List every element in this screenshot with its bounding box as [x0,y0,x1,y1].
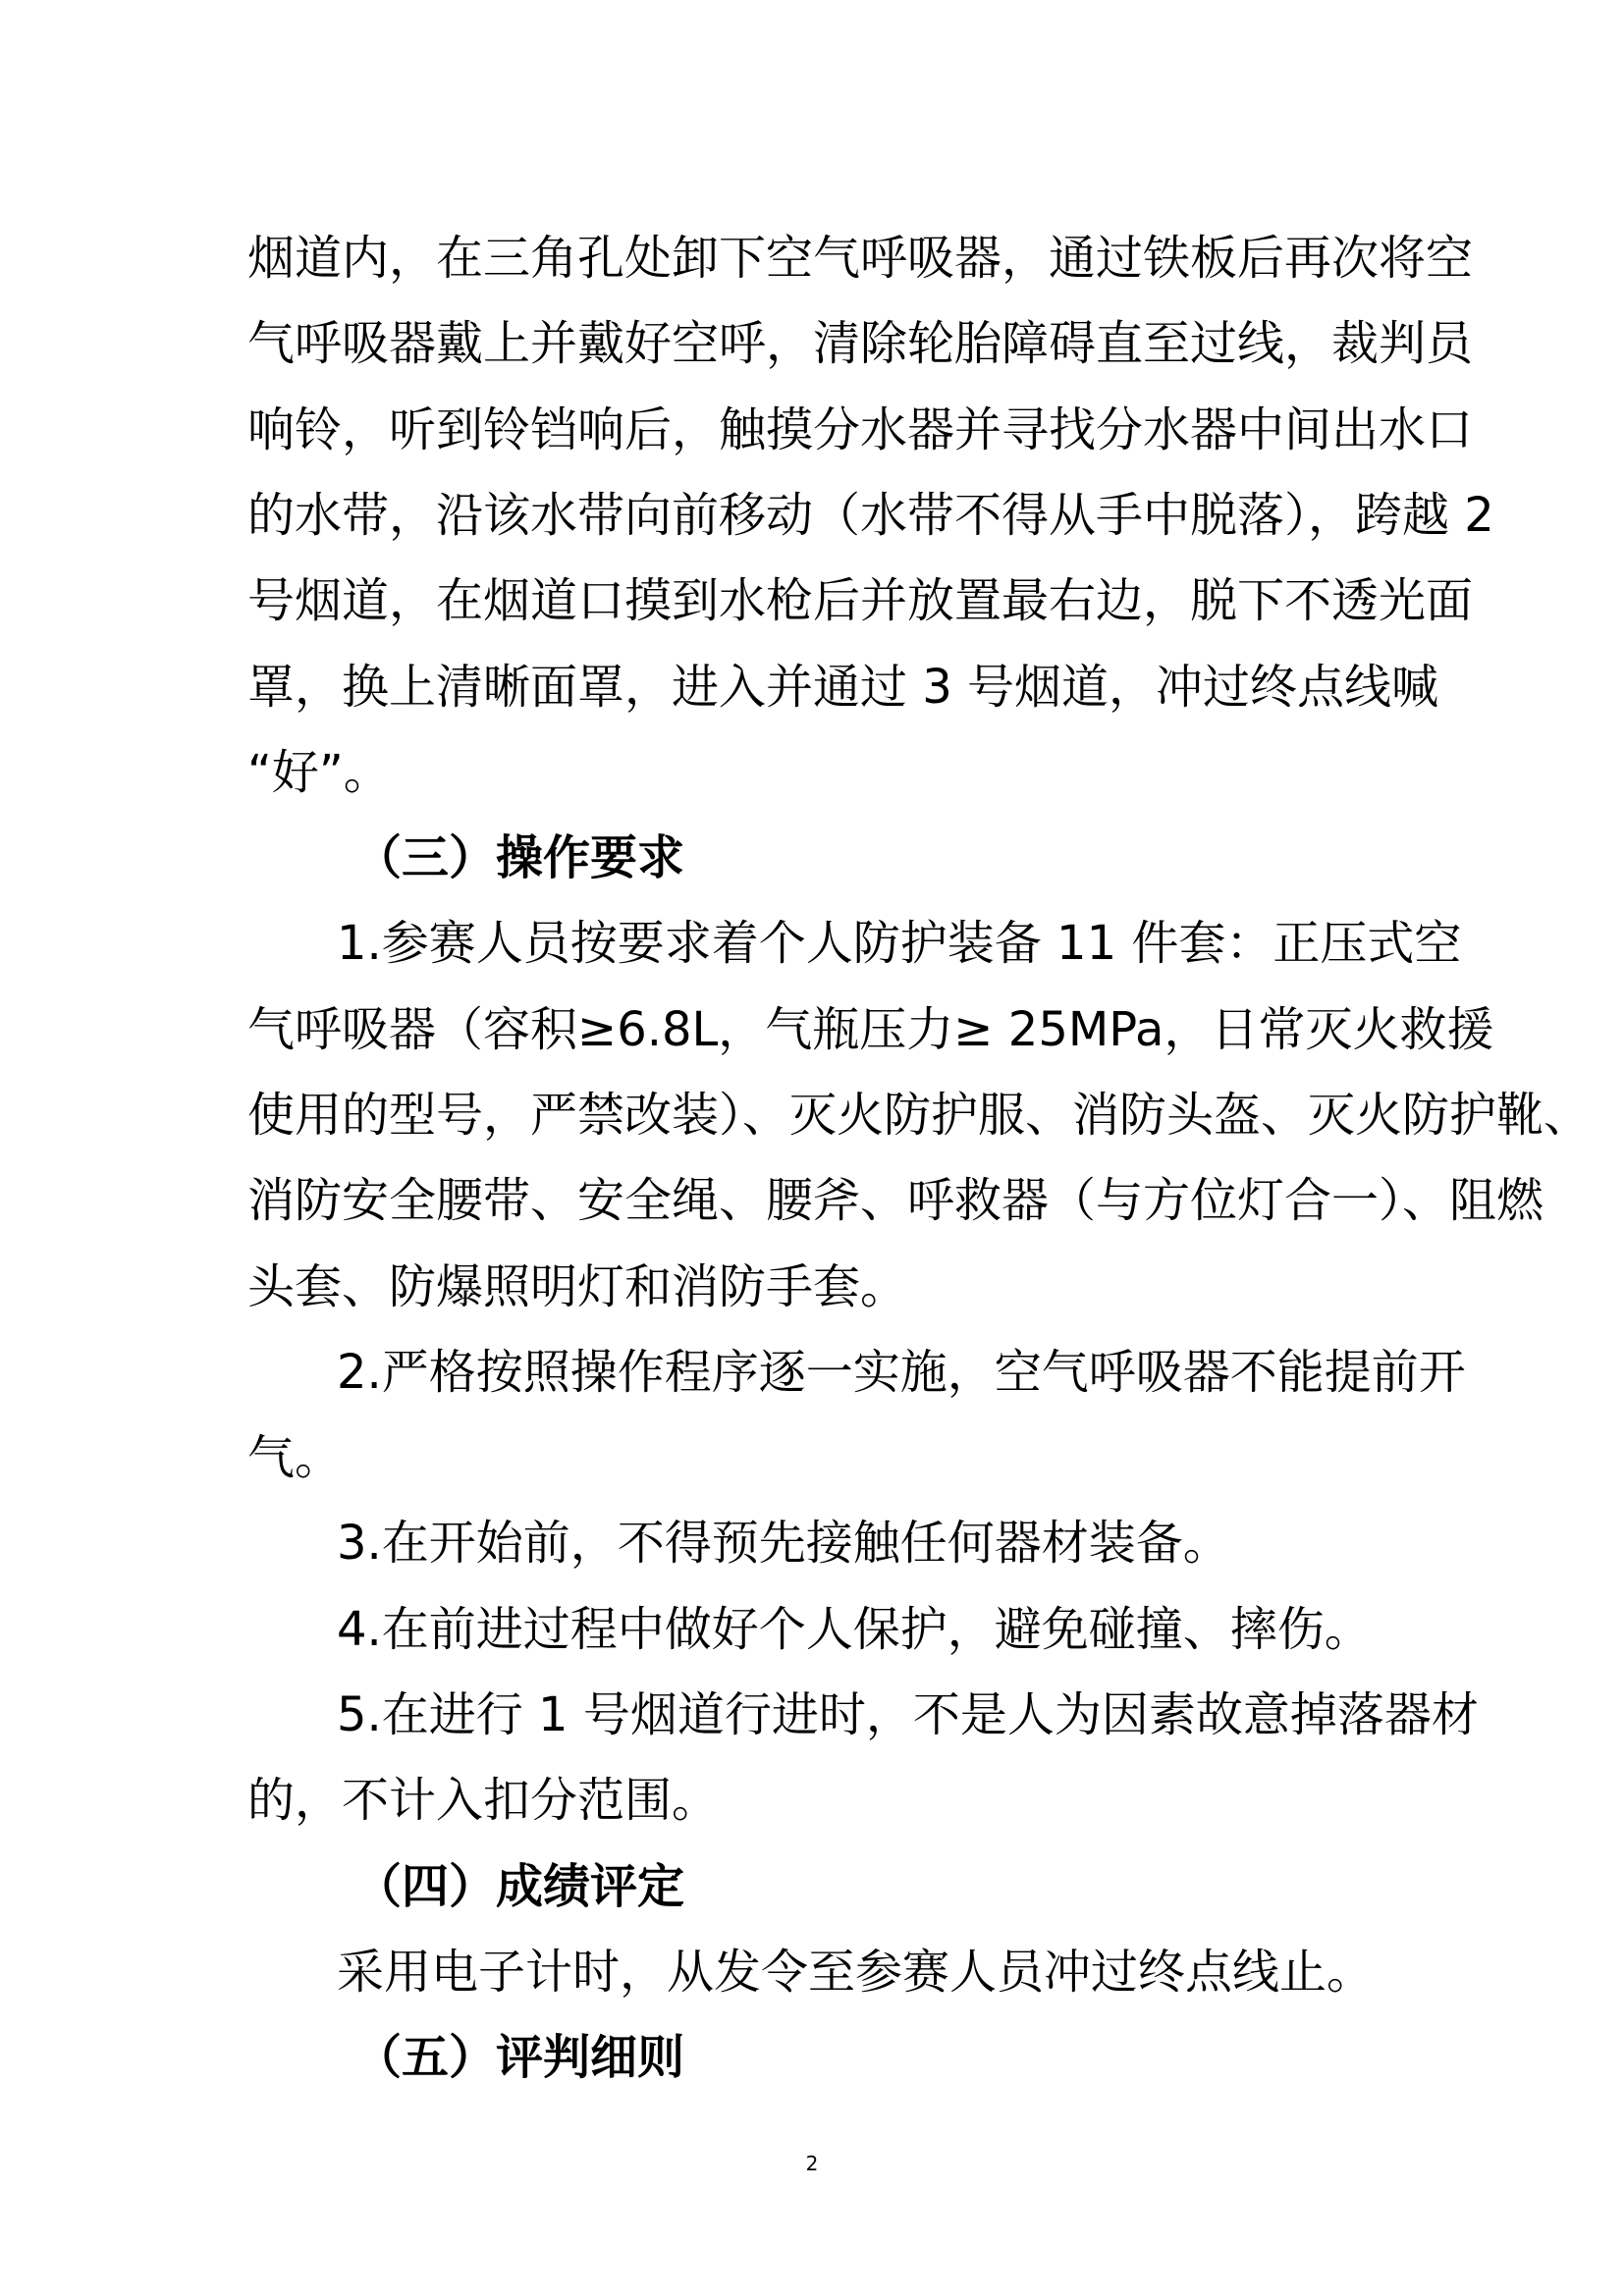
requirement-line: 消防安全腰带、安全绳、腰斧、呼救器（与方位灯合一）、阻燃 [247,1173,1544,1228]
requirement-line: 头套、防爆照明灯和消防手套。 [247,1259,908,1314]
paragraph-line: 罩，换上清晰面罩，进入并通过 3 号烟道，冲过终点线喊 [247,660,1439,715]
requirement-line: 气。 [247,1430,343,1485]
page-number: 2 [805,2152,819,2175]
scoring-text: 采用电子计时，从发令至参赛人员冲过终点线止。 [337,1945,1375,2000]
paragraph-line: “好”。 [247,745,391,800]
requirement-line: 1.参赛人员按要求着个人防护装备 11 件套：正压式空 [337,916,1462,971]
section-heading: （三）操作要求 [354,830,685,885]
section-heading: （四）成绩评定 [354,1859,685,1914]
paragraph-line: 号烟道，在烟道口摸到水枪后并放置最右边，脱下不透光面 [247,573,1474,628]
requirement-line: 3.在开始前，不得预先接触任何器材装备。 [337,1516,1230,1571]
paragraph-line: 的水带，沿该水带向前移动（水带不得从手中脱落），跨越 2 [247,488,1494,543]
requirement-line: 使用的型号，严禁改装）、灭火防护服、消防头盔、灭火防护靴、 [247,1088,1592,1143]
requirement-line: 4.在前进过程中做好个人保护，避免碰撞、摔伤。 [337,1602,1372,1657]
requirement-line: 的，不计入扣分范围。 [247,1773,720,1828]
paragraph-line: 响铃，听到铃铛响后，触摸分水器并寻找分水器中间出水口 [247,402,1474,457]
paragraph-line: 烟道内，在三角孔处卸下空气呼吸器，通过铁板后再次将空 [247,231,1474,286]
paragraph-line: 气呼吸器戴上并戴好空呼，清除轮胎障碍直至过线，裁判员 [247,316,1474,371]
section-heading: （五）评判细则 [354,2030,685,2085]
requirement-line: 气呼吸器（容积≥6.8L，气瓶压力≥ 25MPa，日常灭火救援 [247,1002,1494,1057]
requirement-line: 2.严格按照操作程序逐一实施，空气呼吸器不能提前开 [337,1345,1466,1400]
requirement-line: 5.在进行 1 号烟道行进时，不是人为因素故意掉落器材 [337,1687,1479,1742]
